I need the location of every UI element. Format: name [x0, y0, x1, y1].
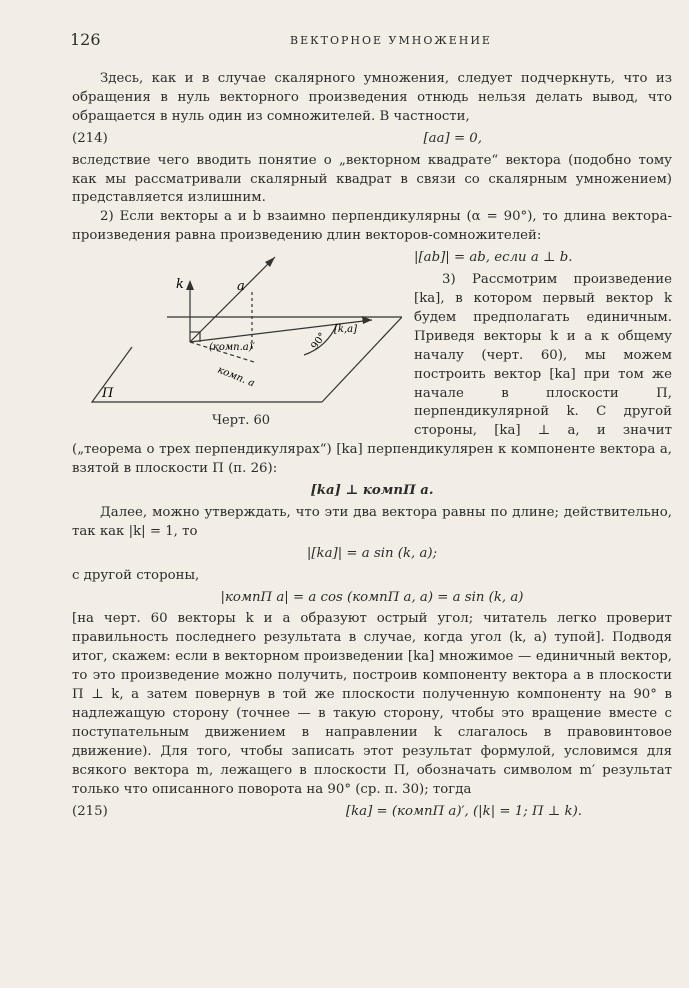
label-komp-rot: (комп.a)′ [209, 342, 255, 354]
equation-ab: |[ab]| = ab, если a ⊥ b. [414, 250, 573, 266]
paragraph-7: [на черт. 60 векторы k и a образуют острый угол; читатель легко проверит правильность последнего результата в случае, когда угол (k, a) тупой]. Подводя итог, скажем: если в векторном произведении [ka] множимое — единичный вектор, то это произведение можно получить, построив компоненту вектора a в плоскости П ⊥ k, а затем повернув в той же плоскости полученную компоненту на 90° в надлежащую сторону (точнее — в такую сторону, чтобы это вращение вместе с поступательным движением в направлении k слагалось в правовинтовое движение). Для того, чтобы записать этот результат формулой, условимся для всякого вектора m, лежащего в плоскости П, обозначать символом m′ результат только что описанного поворота на 90° (ср. п. 30); тогда [72, 611, 672, 797]
label-plane: П [102, 386, 114, 402]
paragraph-5: Далее, можно утверждать, что эти два вектора равны по длине; действительно, так как |k| = 1, то [72, 504, 672, 539]
label-a: a [237, 279, 245, 295]
equation-length-1: |[ka]| = a sin (k, a); [306, 545, 438, 561]
vector-a [190, 257, 275, 342]
label-90: 90° [309, 331, 329, 352]
page-number: 126 [70, 30, 101, 49]
label-komp: комп. a [215, 364, 257, 390]
equation-214 [72, 130, 672, 149]
page-body [72, 70, 672, 824]
paragraph-3: 2) Если векторы a и b взаимно перпендикулярны (α = 90°), то длина вектора-произведения равна произведению длин векторов-сомножителей: [72, 209, 672, 244]
figure-60 [72, 252, 402, 430]
paragraph-1: Здесь, как и в случае скалярного умножения, следует подчеркнуть, что из обращения в нуль векторного произведения отнюдь нельзя делать вывод, что обращается в нуль один из сомножителей. В частности, [72, 71, 672, 124]
label-k: k [176, 277, 184, 293]
plane-edge-bottom [92, 347, 322, 402]
equation-perp: [ka] ⊥ компП a. [310, 483, 434, 499]
equation-body: [aa] = 0, [423, 130, 482, 146]
paragraph-4: 3) Рассмотрим произведение [ka], в котором первый вектор k будем предполагать единичным. Приведя векторы k и a к общему началу (черт. 60), мы можем построить вектор [ka] при том же начале в плоскости П, перпендикулярной k. С другой стороны, [ka] ⊥ a, и значит („теорема о трех перпендикулярах“) [ka] перпендикулярен к компоненте вектора a, взятой в плоскости П (п. 26): [72, 272, 672, 477]
figure-caption: Черт. 60 [212, 413, 271, 429]
equation-number: (215) [72, 803, 108, 819]
figure-drawing [72, 252, 402, 430]
page-header [70, 30, 659, 54]
equation-215 [72, 803, 672, 822]
paragraph-2: вследствие чего вводить понятие о „векторном квадрате“ вектора (подобно тому как мы рассматривали скалярный квадрат в связи со скалярным умножением) представляется излишним. [72, 152, 672, 206]
equation-body: [ka] = (компП a)′, (|k| = 1; П ⊥ k). [345, 803, 582, 819]
equation-number: (214) [72, 130, 108, 146]
equation-length-2: |компП a| = a cos (компП a, a) = a sin (k, a) [220, 589, 524, 605]
running-title: ВЕКТОРНОЕ УМНОЖЕНИЕ [290, 34, 492, 47]
label-ka: [k,a] [334, 324, 358, 336]
paragraph-6: с другой стороны, [72, 567, 200, 583]
